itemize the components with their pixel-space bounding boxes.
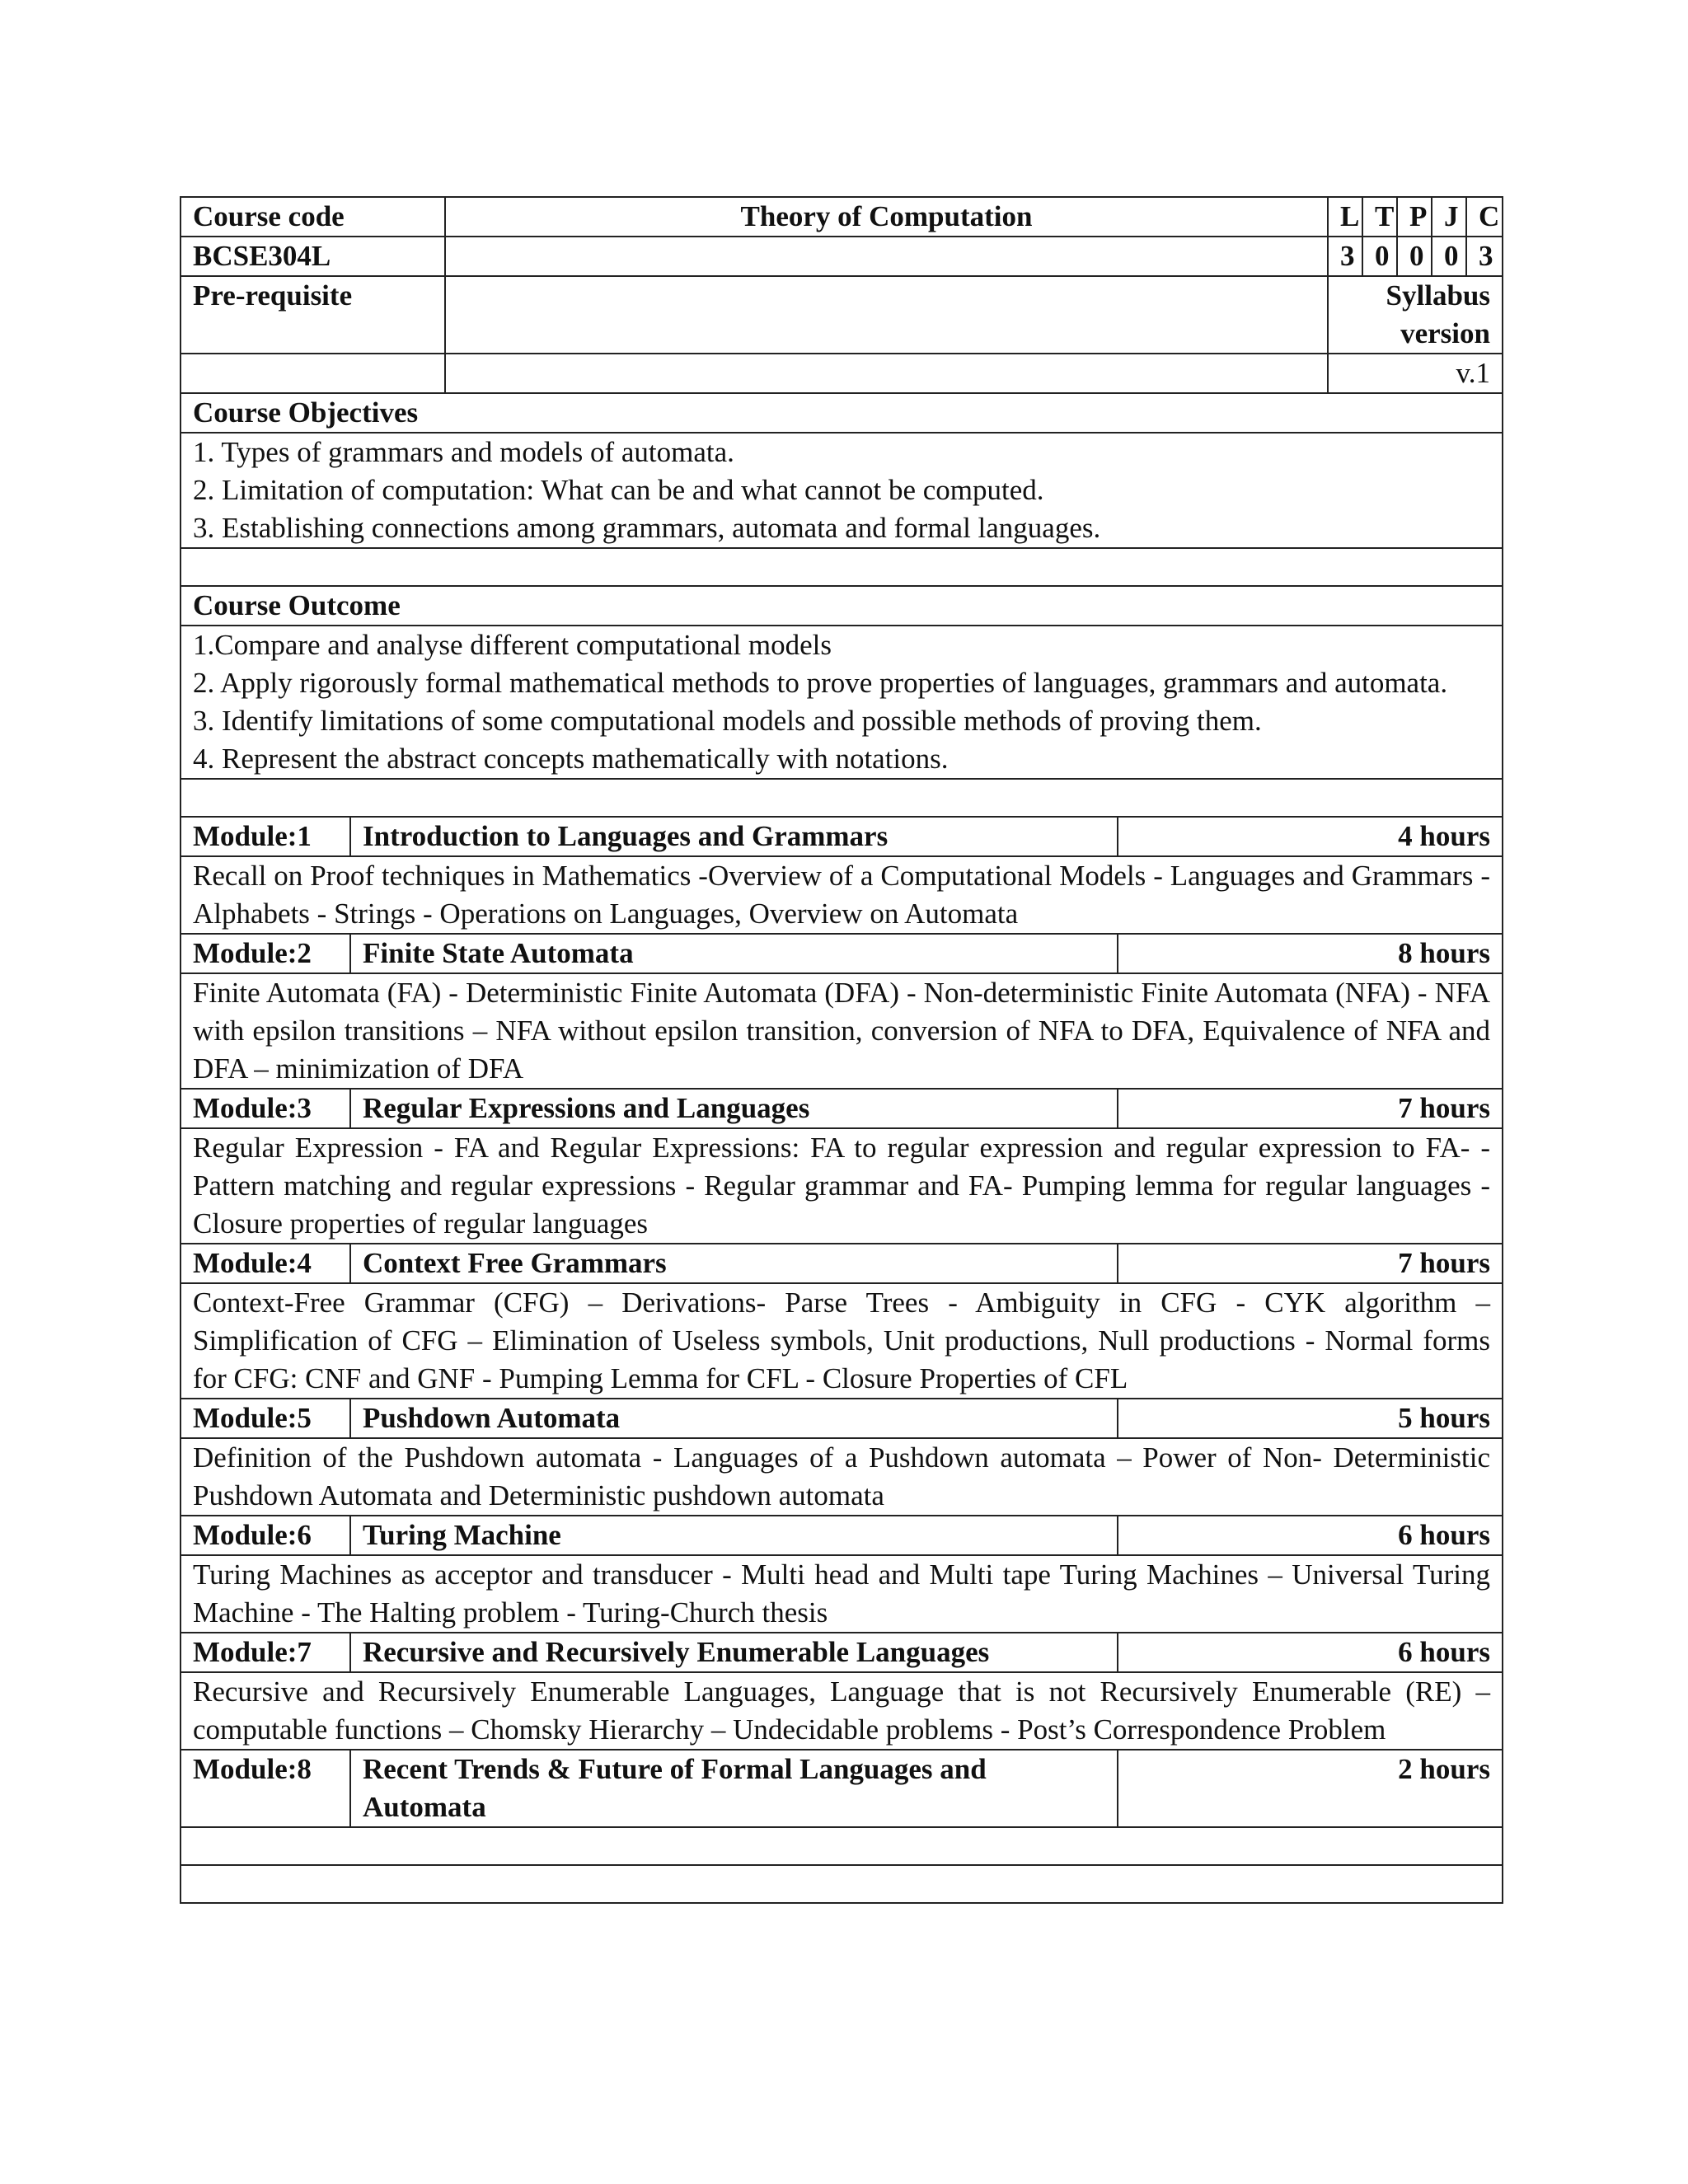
- module-header-row: [181, 1244, 1503, 1283]
- ltpjc-header-c: C: [1466, 197, 1503, 237]
- module-header-row: [181, 1399, 1503, 1438]
- module-label: Module:8: [181, 1750, 350, 1827]
- version-blank-mid: [445, 354, 1328, 393]
- module-hours: 8 hours: [1118, 934, 1503, 973]
- module-title: Recursive and Recursively Enumerable Languages: [350, 1633, 1118, 1672]
- module-label: Module:2: [181, 934, 350, 973]
- ltpjc-value-l: 3: [1328, 237, 1362, 276]
- module-hours: 5 hours: [1118, 1399, 1503, 1438]
- ltpjc-header-p: P: [1397, 197, 1432, 237]
- ltpjc-value-j: 0: [1432, 237, 1466, 276]
- objective-item: 1. Types of grammars and models of automata.: [193, 436, 734, 468]
- ltpjc-value-c: 3: [1466, 237, 1503, 276]
- header-row-prereq: [181, 276, 1503, 354]
- module-title: Context Free Grammars: [350, 1244, 1118, 1283]
- module-title: Introduction to Languages and Grammars: [350, 817, 1118, 856]
- module-content-row: [181, 1128, 1503, 1244]
- module-hours: 6 hours: [1118, 1516, 1503, 1555]
- module-content: Recall on Proof techniques in Mathematics -Overview of a Computational Models - Languages and Grammars - Alphabets - Strings - Operations on Languages, Overview on Automata: [181, 856, 1503, 934]
- module-content: Finite Automata (FA) - Deterministic Finite Automata (DFA) - Non-deterministic Finite Automata (NFA) - NFA with epsilon transitions – NFA without epsilon transition, conversion of NFA to DFA, Equivalence of NFA and DFA – minimization of DFA: [181, 973, 1503, 1089]
- outcome-item: 1.Compare and analyse different computational models: [193, 629, 832, 661]
- module-header-row: [181, 1750, 1503, 1827]
- module-content-row: [181, 973, 1503, 1089]
- outcomes-title-row: [181, 586, 1503, 626]
- module-title: Pushdown Automata: [350, 1399, 1118, 1438]
- module-label: Module:1: [181, 817, 350, 856]
- module-label: Module:5: [181, 1399, 350, 1438]
- version-blank-left: [181, 354, 445, 393]
- header-row-code: [181, 237, 1503, 276]
- module-hours: 2 hours: [1118, 1750, 1503, 1827]
- module-title: Turing Machine: [350, 1516, 1118, 1555]
- module-content-row: [181, 1555, 1503, 1633]
- spacer: [181, 1865, 1503, 1903]
- header-row-version: [181, 354, 1503, 393]
- objective-item: 2. Limitation of computation: What can be and what cannot be computed.: [193, 474, 1044, 506]
- module-content-row: [181, 1438, 1503, 1516]
- outcomes-title: Course Outcome: [181, 586, 1503, 626]
- ltpjc-header-l: L: [1328, 197, 1362, 237]
- module-label: Module:3: [181, 1089, 350, 1128]
- objectives-body-row: [181, 433, 1503, 548]
- module-header-row: [181, 1516, 1503, 1555]
- syllabus-page: [180, 196, 1502, 1904]
- module-header-row: [181, 934, 1503, 973]
- module-content-row: [181, 856, 1503, 934]
- ltpjc-header-j: J: [1432, 197, 1466, 237]
- module-hours: 4 hours: [1118, 817, 1503, 856]
- spacer-row: [181, 548, 1503, 586]
- module-content: Recursive and Recursively Enumerable Languages, Language that is not Recursively Enumerable (RE) – computable functions – Chomsky Hierarchy – Undecidable problems - Post’s Correspondence Problem: [181, 1672, 1503, 1750]
- module-content: Definition of the Pushdown automata - Languages of a Pushdown automata – Power of Non- Deterministic Pushdown Automata and Deterministic pushdown automata: [181, 1438, 1503, 1516]
- objectives-title: Course Objectives: [181, 393, 1503, 433]
- syllabus-table: [180, 196, 1503, 1904]
- prerequisite-label: Pre-requisite: [181, 276, 445, 354]
- module-label: Module:6: [181, 1516, 350, 1555]
- module-header-row: [181, 1633, 1503, 1672]
- spacer-row: [181, 779, 1503, 817]
- course-code-label: Course code: [181, 197, 445, 237]
- objective-item: 3. Establishing connections among grammars, automata and formal languages.: [193, 512, 1101, 544]
- outcome-item: 3. Identify limitations of some computational models and possible methods of proving them.: [193, 705, 1262, 737]
- header-row-title: [181, 197, 1503, 237]
- module-label: Module:7: [181, 1633, 350, 1672]
- outcomes-list: [181, 626, 1503, 779]
- course-title: Theory of Computation: [445, 197, 1328, 237]
- objectives-list: [181, 433, 1503, 548]
- module-header-row: [181, 817, 1503, 856]
- course-code: BCSE304L: [181, 237, 445, 276]
- module-label: Module:4: [181, 1244, 350, 1283]
- outcome-item: 4. Represent the abstract concepts mathematically with notations.: [193, 743, 949, 775]
- module-hours: 6 hours: [1118, 1633, 1503, 1672]
- module-hours: 7 hours: [1118, 1244, 1503, 1283]
- module-content: Context-Free Grammar (CFG) – Derivations- Parse Trees - Ambiguity in CFG - CYK algorithm – Simplification of CFG – Elimination of Useless symbols, Unit productions, Null productions - Normal forms for CFG: CNF and GNF - Pumping Lemma for CFL - Closure Properties of CFL: [181, 1283, 1503, 1399]
- spacer-row: [181, 1865, 1503, 1903]
- module-header-row: [181, 1089, 1503, 1128]
- ltpjc-value-p: 0: [1397, 237, 1432, 276]
- ltpjc-value-t: 0: [1362, 237, 1397, 276]
- objectives-title-row: [181, 393, 1503, 433]
- prerequisite-value: [445, 276, 1328, 354]
- module-title: Regular Expressions and Languages: [350, 1089, 1118, 1128]
- module-content-row: [181, 1283, 1503, 1399]
- module-content: Regular Expression - FA and Regular Expressions: FA to regular expression and regular expression to FA- - Pattern matching and regular expressions - Regular grammar and FA- Pumping lemma for regular languages - Closure properties of regular languages: [181, 1128, 1503, 1244]
- syllabus-version: v.1: [1328, 354, 1503, 393]
- syllabus-version-label: Syllabus version: [1328, 276, 1503, 354]
- outcomes-body-row: [181, 626, 1503, 779]
- module-hours: 7 hours: [1118, 1089, 1503, 1128]
- module-title: Finite State Automata: [350, 934, 1118, 973]
- spacer: [181, 779, 1503, 817]
- course-code-blank: [445, 237, 1328, 276]
- spacer-row: [181, 1827, 1503, 1865]
- module-content-row: [181, 1672, 1503, 1750]
- module-title: Recent Trends & Future of Formal Languages and Automata: [350, 1750, 1118, 1827]
- ltpjc-header-t: T: [1362, 197, 1397, 237]
- spacer: [181, 548, 1503, 586]
- outcome-item: 2. Apply rigorously formal mathematical methods to prove properties of languages, grammars and automata.: [193, 667, 1448, 699]
- module-content: Turing Machines as acceptor and transducer - Multi head and Multi tape Turing Machines – Universal Turing Machine - The Halting problem - Turing-Church thesis: [181, 1555, 1503, 1633]
- module-content: [181, 1827, 1503, 1865]
